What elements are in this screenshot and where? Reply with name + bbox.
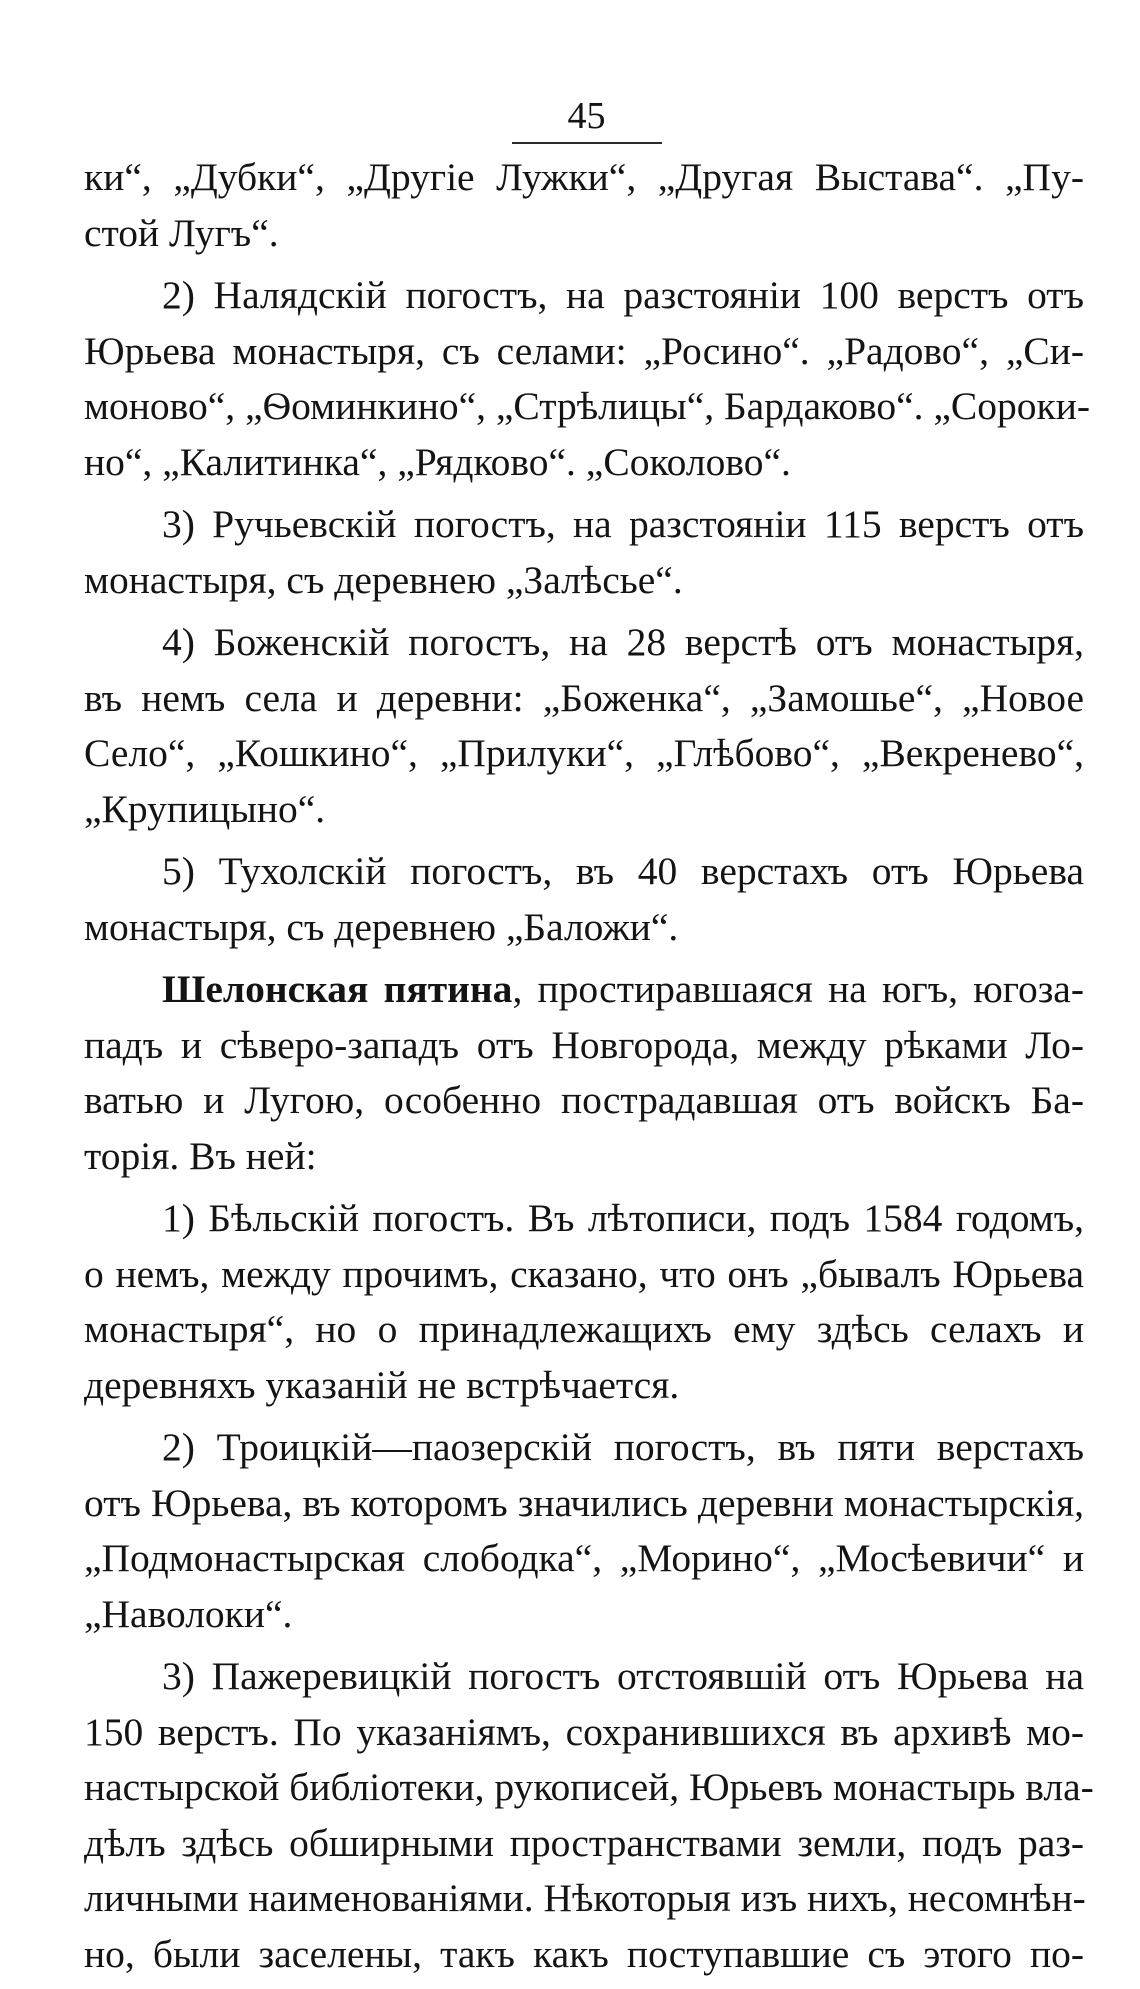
text-line: „Подмонастырская слободка“, „Морино“, „Мосѣевичи“ и [84,1536,1084,1580]
text-line: монастыря, съ деревнею „Залѣсье“. [84,557,683,602]
text-line [84,962,1084,1018]
text-line: но“, „Калитинка“, „Рядково“. „Соколово“. [84,439,791,484]
text-line: торія. Въ ней: [84,1133,317,1178]
paragraph-9 [84,1649,1094,1982]
paragraph-1 [84,150,1084,261]
text-line: Юрьева монастыря, съ селами: „Росино“. „Радово“, „Си- [84,328,1084,373]
paragraph-6 [84,962,1084,1184]
text-line: но, были заселены, такъ какъ поступавшие съ этого по- [84,1931,1084,1976]
text-line: 2) Троицкій—паозерскій погостъ, въ пяти верстахъ [162,1425,1084,1469]
text-line: 3) Ручьевскій погостъ, на разстояніи 115 верстъ отъ [162,502,1084,546]
text-line: настырской библіотеки, рукописей, Юрьевъ монастырь вла- [84,1765,1094,1809]
text-line: о немъ, между прочимъ, сказано, что онъ „бывалъ Юрьева [84,1251,1084,1296]
text-line: 3) Пажеревицкій погостъ отстоявшій отъ Юрьева на [162,1654,1084,1698]
page-number: 45 [567,95,606,137]
text-line: моново“, „Ѳоминкино“, „Стрѣлицы“, Бардаково“. „Сороки- [84,384,1091,428]
text-line: 1) Бѣльскій погостъ. Въ лѣтописи, подъ 1584 годомъ, [162,1196,1084,1240]
text-line: 2) Налядскій погостъ, на разстояніи 100 верстъ отъ [162,273,1084,317]
section-heading-shelonskaya: Шелонская пятина [162,967,513,1011]
paragraph-2 [84,268,1091,490]
text-line: 5) Тухолскій погостъ, въ 40 верстахъ отъ Юрьева [162,849,1084,893]
page-number-rule [512,142,662,144]
book-page [84,95,1094,1989]
text-line: „Крупицыно“. [84,786,326,831]
paragraph-7 [84,1191,1084,1413]
text-line: отъ Юрьева, въ которомъ значились деревни монастырскія, [84,1480,1084,1525]
text-line: ки“, „Дубки“, „Другіе Лужки“, „Другая Выстава“. „Пу- [84,155,1084,199]
text-line: „Наволоки“. [84,1591,293,1636]
text-run: , простиравшаяся на югъ, югоза- [512,967,1084,1011]
text-line: въ немъ села и деревни: „Боженка“, „Замошье“, „Новое [84,675,1084,720]
paragraph-4 [84,615,1084,837]
text-line: дѣлъ здѣсь обширными пространствами земли, подъ раз- [84,1820,1084,1865]
text-line: Село“, „Кошкино“, „Прилуки“, „Глѣбово“, „Векренево“, [84,731,1084,775]
text-line: стой Лугъ“. [84,210,279,255]
paragraph-8 [84,1420,1084,1642]
paragraph-5 [84,844,1084,955]
text-line: падъ и сѣверо-западъ отъ Новгорода, между рѣками Ло- [84,1022,1084,1067]
text-line: монастыря, съ деревнею „Баложи“. [84,904,679,949]
text-line: личными наименованіями. Нѣкоторыя изъ нихъ, несомнѣн- [84,1876,1086,1920]
text-line: монастыря“, но о принадлежащихъ ему здѣсь селахъ и [84,1307,1084,1351]
text-line: ватью и Лугою, особенно пострадавшая отъ войскъ Ба- [84,1078,1084,1122]
text-line: 4) Боженскій погостъ, на 28 верстѣ отъ монастыря, [162,620,1084,664]
text-line: деревняхъ указаній не встрѣчается. [84,1362,680,1407]
text-line: 150 верстъ. По указаніямъ, сохранившихся въ архивѣ мо- [84,1709,1084,1754]
paragraph-3 [84,497,1084,608]
